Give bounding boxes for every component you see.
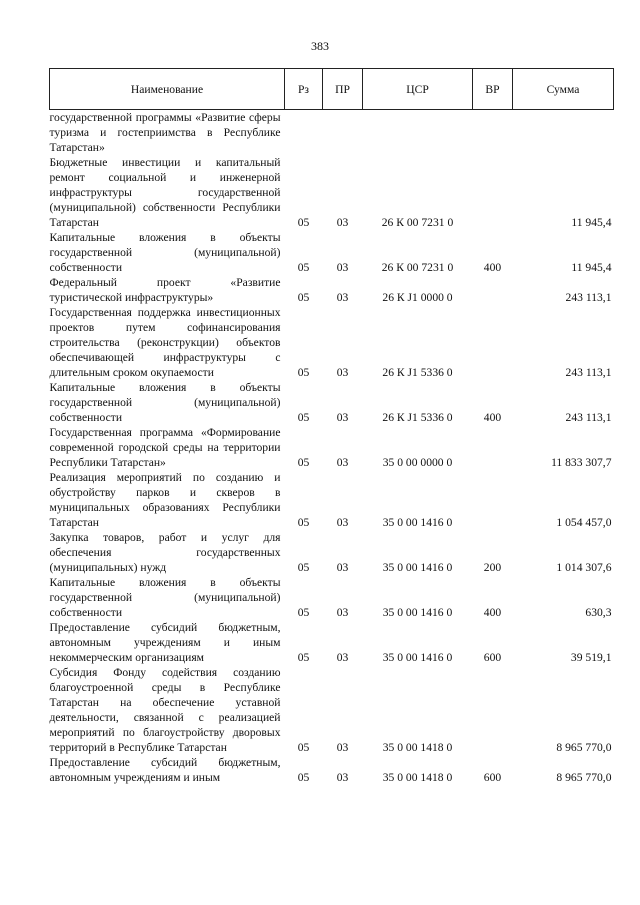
cell-vr: 400 <box>483 606 502 619</box>
cell-pr: 03 <box>336 606 349 619</box>
table-row <box>50 230 614 275</box>
header-name: Наименование <box>50 69 285 110</box>
cell-sum: 243 113,1 <box>565 366 612 379</box>
cell-sum: 8 965 770,0 <box>556 741 612 754</box>
cell-sum: 8 965 770,0 <box>556 771 612 784</box>
cell-sum: 243 113,1 <box>565 411 612 424</box>
cell-pr: 03 <box>336 366 349 379</box>
cell-sum: 39 519,1 <box>570 651 612 664</box>
cell-name: Капитальные вложения в объекты государственной (муниципальной) собственности <box>49 231 281 274</box>
cell-pr: 03 <box>336 516 349 529</box>
cell-sum <box>513 110 614 156</box>
table-header <box>50 69 614 110</box>
cell-pr: 03 <box>336 216 349 229</box>
cell-rz: 05 <box>297 771 310 784</box>
cell-csr: 35 0 00 1416 0 <box>382 561 453 574</box>
cell-vr: 200 <box>483 561 502 574</box>
table-row <box>50 275 614 305</box>
table-row <box>50 305 614 380</box>
cell-name: Государственная поддержка инвестиционных проектов путем софинансирования строительства (реконструкции) объектов обеспечивающей инфраструктуры с длительным сроком окупаемости <box>49 306 281 379</box>
cell-vr <box>473 425 513 470</box>
cell-name: Предоставление субсидий бюджетным, автономным учреждениям и иным некоммерческим организациям <box>49 621 281 664</box>
header-vr: ВР <box>473 69 513 110</box>
cell-name: государственной программы «Развитие сферы туризма и гостеприимства в Республике Татарстан» <box>49 111 281 154</box>
cell-rz: 05 <box>297 606 310 619</box>
table-row <box>50 425 614 470</box>
cell-rz: 05 <box>297 411 310 424</box>
cell-vr <box>473 470 513 530</box>
cell-rz: 05 <box>297 291 310 304</box>
cell-vr <box>473 110 513 156</box>
cell-rz: 05 <box>297 261 310 274</box>
cell-vr: 400 <box>483 411 502 424</box>
table-row <box>50 575 614 620</box>
table-row <box>50 620 614 665</box>
cell-pr: 03 <box>336 261 349 274</box>
cell-vr <box>473 275 513 305</box>
table-row <box>50 755 614 785</box>
cell-pr: 03 <box>336 291 349 304</box>
cell-rz: 05 <box>297 561 310 574</box>
cell-csr: 35 0 00 1418 0 <box>382 771 453 784</box>
table-row <box>50 155 614 230</box>
cell-csr: 26 К 00 7231 0 <box>381 261 454 274</box>
cell-name: Федеральный проект «Развитие туристической инфраструктуры» <box>49 276 281 304</box>
cell-sum: 1 054 457,0 <box>556 516 612 529</box>
cell-csr: 35 0 00 1416 0 <box>382 651 453 664</box>
cell-name: Бюджетные инвестиции и капитальный ремонт социальной и инженерной инфраструктуры государственной (муниципальной) собственности Республики Татарстан <box>49 156 281 229</box>
cell-rz: 05 <box>297 456 310 469</box>
cell-rz: 05 <box>297 516 310 529</box>
cell-pr: 03 <box>336 561 349 574</box>
table-row <box>50 110 614 156</box>
cell-sum: 11 833 307,7 <box>551 456 612 469</box>
cell-name: Субсидия Фонду содействия созданию благоустроенной среды в Республике Татарстан на обеспечение уставной деятельности, связанной с реализацией мероприятий по благоустройству дворовых территорий в Республике Татарстан <box>49 666 281 754</box>
table-row <box>50 665 614 755</box>
cell-name: Предоставление субсидий бюджетным, автономным учреждениям и иным <box>49 756 281 784</box>
budget-table <box>49 68 614 785</box>
table-row <box>50 380 614 425</box>
header-sum: Сумма <box>513 69 614 110</box>
cell-pr: 03 <box>336 411 349 424</box>
cell-rz: 05 <box>297 741 310 754</box>
cell-sum: 243 113,1 <box>565 291 612 304</box>
cell-csr: 26 К J1 5336 0 <box>382 411 453 424</box>
cell-csr: 35 0 00 1418 0 <box>382 741 453 754</box>
cell-csr: 26 К J1 5336 0 <box>382 366 453 379</box>
cell-pr <box>323 110 363 156</box>
cell-name: Реализация мероприятий по созданию и обустройству парков и скверов в муниципальных образованиях Республики Татарстан <box>49 471 281 529</box>
cell-csr: 26 К J1 0000 0 <box>382 291 453 304</box>
cell-rz <box>285 110 323 156</box>
cell-rz: 05 <box>297 366 310 379</box>
cell-csr: 26 К 00 7231 0 <box>381 216 454 229</box>
page-number: 383 <box>311 39 329 53</box>
cell-vr <box>473 665 513 755</box>
table-row <box>50 530 614 575</box>
cell-csr: 35 0 00 1416 0 <box>382 516 453 529</box>
cell-pr: 03 <box>336 456 349 469</box>
table-row <box>50 470 614 530</box>
header-csr: ЦСР <box>363 69 473 110</box>
cell-csr: 35 0 00 0000 0 <box>382 456 453 469</box>
cell-name: Государственная программа «Формирование современной городской среды на территории Республики Татарстан» <box>49 426 281 469</box>
cell-vr: 600 <box>483 651 502 664</box>
cell-name: Закупка товаров, работ и услуг для обеспечения государственных (муниципальных) нужд <box>49 531 281 574</box>
cell-vr <box>473 155 513 230</box>
cell-name: Капитальные вложения в объекты государственной (муниципальной) собственности <box>49 381 281 424</box>
cell-vr <box>473 305 513 380</box>
cell-sum: 1 014 307,6 <box>556 561 612 574</box>
header-pr: ПР <box>323 69 363 110</box>
cell-pr: 03 <box>336 651 349 664</box>
cell-vr: 400 <box>483 261 502 274</box>
cell-pr: 03 <box>336 771 349 784</box>
cell-pr: 03 <box>336 741 349 754</box>
cell-rz: 05 <box>297 216 310 229</box>
cell-sum: 11 945,4 <box>571 216 612 229</box>
cell-csr: 35 0 00 1416 0 <box>382 606 453 619</box>
cell-csr <box>363 110 473 156</box>
cell-vr: 600 <box>483 771 502 784</box>
table-body <box>50 110 614 786</box>
cell-rz: 05 <box>297 651 310 664</box>
cell-sum: 630,3 <box>585 606 612 619</box>
cell-name: Капитальные вложения в объекты государственной (муниципальной) собственности <box>49 576 281 619</box>
header-rz: Рз <box>285 69 323 110</box>
cell-sum: 11 945,4 <box>571 261 612 274</box>
